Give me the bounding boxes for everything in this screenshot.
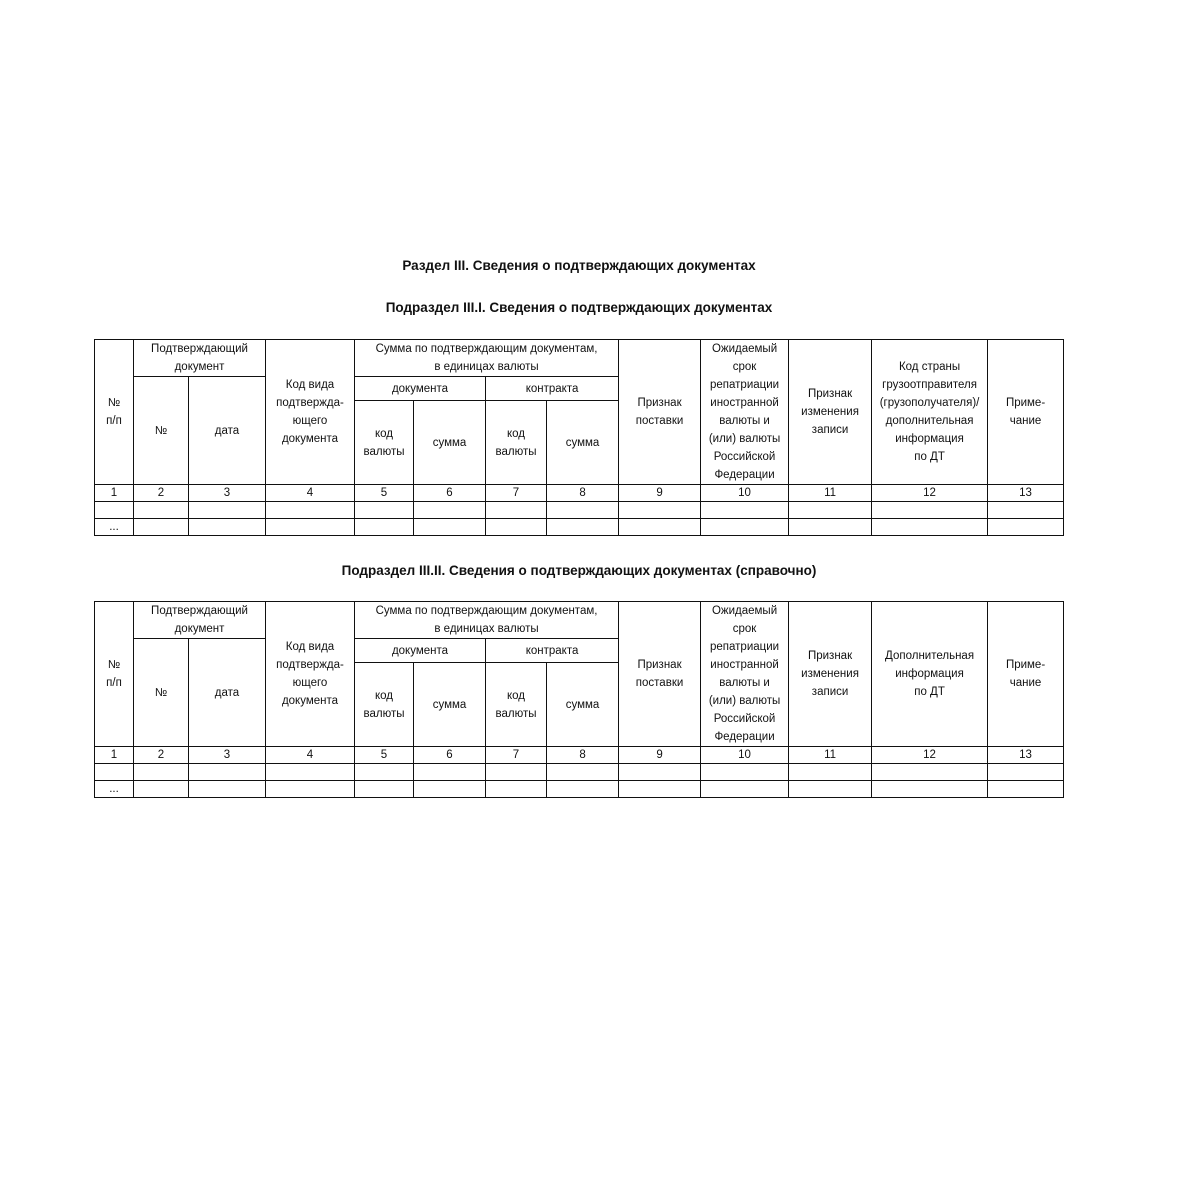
table-cell[interactable]	[486, 764, 547, 781]
table-cell[interactable]	[872, 519, 988, 536]
table-cell[interactable]	[988, 502, 1064, 519]
column-number: 12	[872, 485, 988, 502]
table-cell[interactable]	[355, 519, 414, 536]
column-number: 12	[872, 747, 988, 764]
section-title: Раздел III. Сведения о подтверждающих документах	[402, 258, 756, 273]
header-supply-flag: Признак поставки	[619, 602, 701, 747]
column-number: 1	[95, 485, 134, 502]
header-doc-number: №	[134, 377, 189, 485]
header-doc-currency-code: код валюты	[355, 401, 414, 485]
header-change-flag: Признак изменения записи	[789, 340, 872, 485]
table-cell[interactable]	[355, 764, 414, 781]
column-number: 3	[189, 485, 266, 502]
header-doc-currency-code: код валюты	[355, 663, 414, 747]
header-document-currency: документа	[355, 639, 486, 663]
header-doc-number: №	[134, 639, 189, 747]
column-number: 13	[988, 485, 1064, 502]
table-cell[interactable]	[872, 502, 988, 519]
column-number: 3	[189, 747, 266, 764]
table-cell[interactable]	[189, 502, 266, 519]
header-doc-sum: сумма	[414, 663, 486, 747]
table-row	[95, 781, 1064, 798]
table-cell[interactable]	[701, 764, 789, 781]
header-sum-group: Сумма по подтверждающим документам, в единицах валюты	[355, 602, 619, 639]
table-cell[interactable]	[266, 781, 355, 798]
header-additional-info: Дополнительная информация по ДТ	[872, 602, 988, 747]
table-cell[interactable]	[789, 502, 872, 519]
column-number: 1	[95, 747, 134, 764]
header-contract-currency-code: код валюты	[486, 401, 547, 485]
table-cell[interactable]	[547, 781, 619, 798]
column-number: 11	[789, 485, 872, 502]
table-cell[interactable]	[789, 764, 872, 781]
column-number: 10	[701, 485, 789, 502]
table-cell[interactable]	[872, 764, 988, 781]
header-doc-type-code: Код вида подтвержда- ющего документа	[266, 340, 355, 485]
table-row	[95, 519, 1064, 536]
header-expected-term: Ожидаемый срок репатриации иностранной валюты и (или) валюты Российской Федерации	[701, 340, 789, 485]
table-cell[interactable]	[134, 502, 189, 519]
table-cell[interactable]	[414, 519, 486, 536]
column-number: 7	[486, 485, 547, 502]
table-cell[interactable]	[988, 519, 1064, 536]
header-contract-currency-code: код валюты	[486, 663, 547, 747]
column-number: 9	[619, 485, 701, 502]
table-cell[interactable]	[134, 519, 189, 536]
table-cell[interactable]	[486, 519, 547, 536]
column-number: 6	[414, 485, 486, 502]
header-note: Приме- чание	[988, 602, 1064, 747]
column-number: 8	[547, 485, 619, 502]
header-supply-flag: Признак поставки	[619, 340, 701, 485]
header-document-currency: документа	[355, 377, 486, 401]
column-number: 8	[547, 747, 619, 764]
table-row	[95, 502, 1064, 519]
header-contract-currency: контракта	[486, 639, 619, 663]
column-number: 7	[486, 747, 547, 764]
column-number: 5	[355, 485, 414, 502]
table-cell[interactable]	[189, 781, 266, 798]
table-cell[interactable]	[414, 764, 486, 781]
table-cell[interactable]	[189, 519, 266, 536]
header-doc-date: дата	[189, 639, 266, 747]
header-country-code-info: Код страны грузоотправителя (грузополучателя)/ дополнительная информация по ДТ	[872, 340, 988, 485]
header-doc-sum: сумма	[414, 401, 486, 485]
table-cell[interactable]	[266, 502, 355, 519]
table-cell[interactable]	[486, 781, 547, 798]
table-cell[interactable]	[619, 502, 701, 519]
subsection-1-table	[94, 339, 1064, 536]
table-cell[interactable]	[189, 764, 266, 781]
header-doc-date: дата	[189, 377, 266, 485]
table-cell[interactable]	[355, 502, 414, 519]
table-cell[interactable]	[547, 502, 619, 519]
table-cell[interactable]	[266, 519, 355, 536]
column-number: 10	[701, 747, 789, 764]
header-row-number: № п/п	[95, 340, 134, 485]
header-contract-sum: сумма	[547, 663, 619, 747]
column-number: 9	[619, 747, 701, 764]
column-number: 2	[134, 747, 189, 764]
table-cell[interactable]	[619, 519, 701, 536]
column-number: 5	[355, 747, 414, 764]
header-confirming-document: Подтверждающий документ	[134, 602, 266, 639]
table-cell[interactable]	[547, 519, 619, 536]
header-contract-sum: сумма	[547, 401, 619, 485]
subsection-2-title: Подраздел III.II. Сведения о подтверждающих документах (справочно)	[341, 563, 817, 578]
subsection-1-title: Подраздел III.I. Сведения о подтверждающих документах	[385, 300, 773, 315]
header-confirming-document: Подтверждающий документ	[134, 340, 266, 377]
column-number: 6	[414, 747, 486, 764]
table-cell[interactable]	[266, 764, 355, 781]
table-cell[interactable]	[872, 781, 988, 798]
table-cell[interactable]	[789, 781, 872, 798]
header-sum-group: Сумма по подтверждающим документам, в единицах валюты	[355, 340, 619, 377]
table-cell-ellipsis[interactable]: ...	[95, 519, 134, 536]
table-cell[interactable]	[486, 502, 547, 519]
header-doc-type-code: Код вида подтвержда- ющего документа	[266, 602, 355, 747]
header-expected-term: Ожидаемый срок репатриации иностранной валюты и (или) валюты Российской Федерации	[701, 602, 789, 747]
column-number: 13	[988, 747, 1064, 764]
table-cell[interactable]	[414, 502, 486, 519]
header-change-flag: Признак изменения записи	[789, 602, 872, 747]
table-cell[interactable]	[547, 764, 619, 781]
column-number: 2	[134, 485, 189, 502]
table-cell[interactable]	[134, 764, 189, 781]
table-cell[interactable]	[414, 781, 486, 798]
table-cell-ellipsis[interactable]: ...	[95, 781, 134, 798]
table-cell[interactable]	[95, 502, 134, 519]
table-cell[interactable]	[355, 781, 414, 798]
column-number: 4	[266, 485, 355, 502]
header-note: Приме- чание	[988, 340, 1064, 485]
header-row-number: № п/п	[95, 602, 134, 747]
column-number: 4	[266, 747, 355, 764]
table-cell[interactable]	[988, 781, 1064, 798]
table-cell[interactable]	[988, 764, 1064, 781]
column-number: 11	[789, 747, 872, 764]
table-cell[interactable]	[134, 781, 189, 798]
table-cell[interactable]	[701, 502, 789, 519]
table-row	[95, 764, 1064, 781]
table-cell[interactable]	[95, 764, 134, 781]
subsection-2-table	[94, 601, 1064, 798]
table-cell[interactable]	[701, 519, 789, 536]
table-cell[interactable]	[789, 519, 872, 536]
table-cell[interactable]	[619, 781, 701, 798]
table-cell[interactable]	[619, 764, 701, 781]
header-contract-currency: контракта	[486, 377, 619, 401]
table-cell[interactable]	[701, 781, 789, 798]
